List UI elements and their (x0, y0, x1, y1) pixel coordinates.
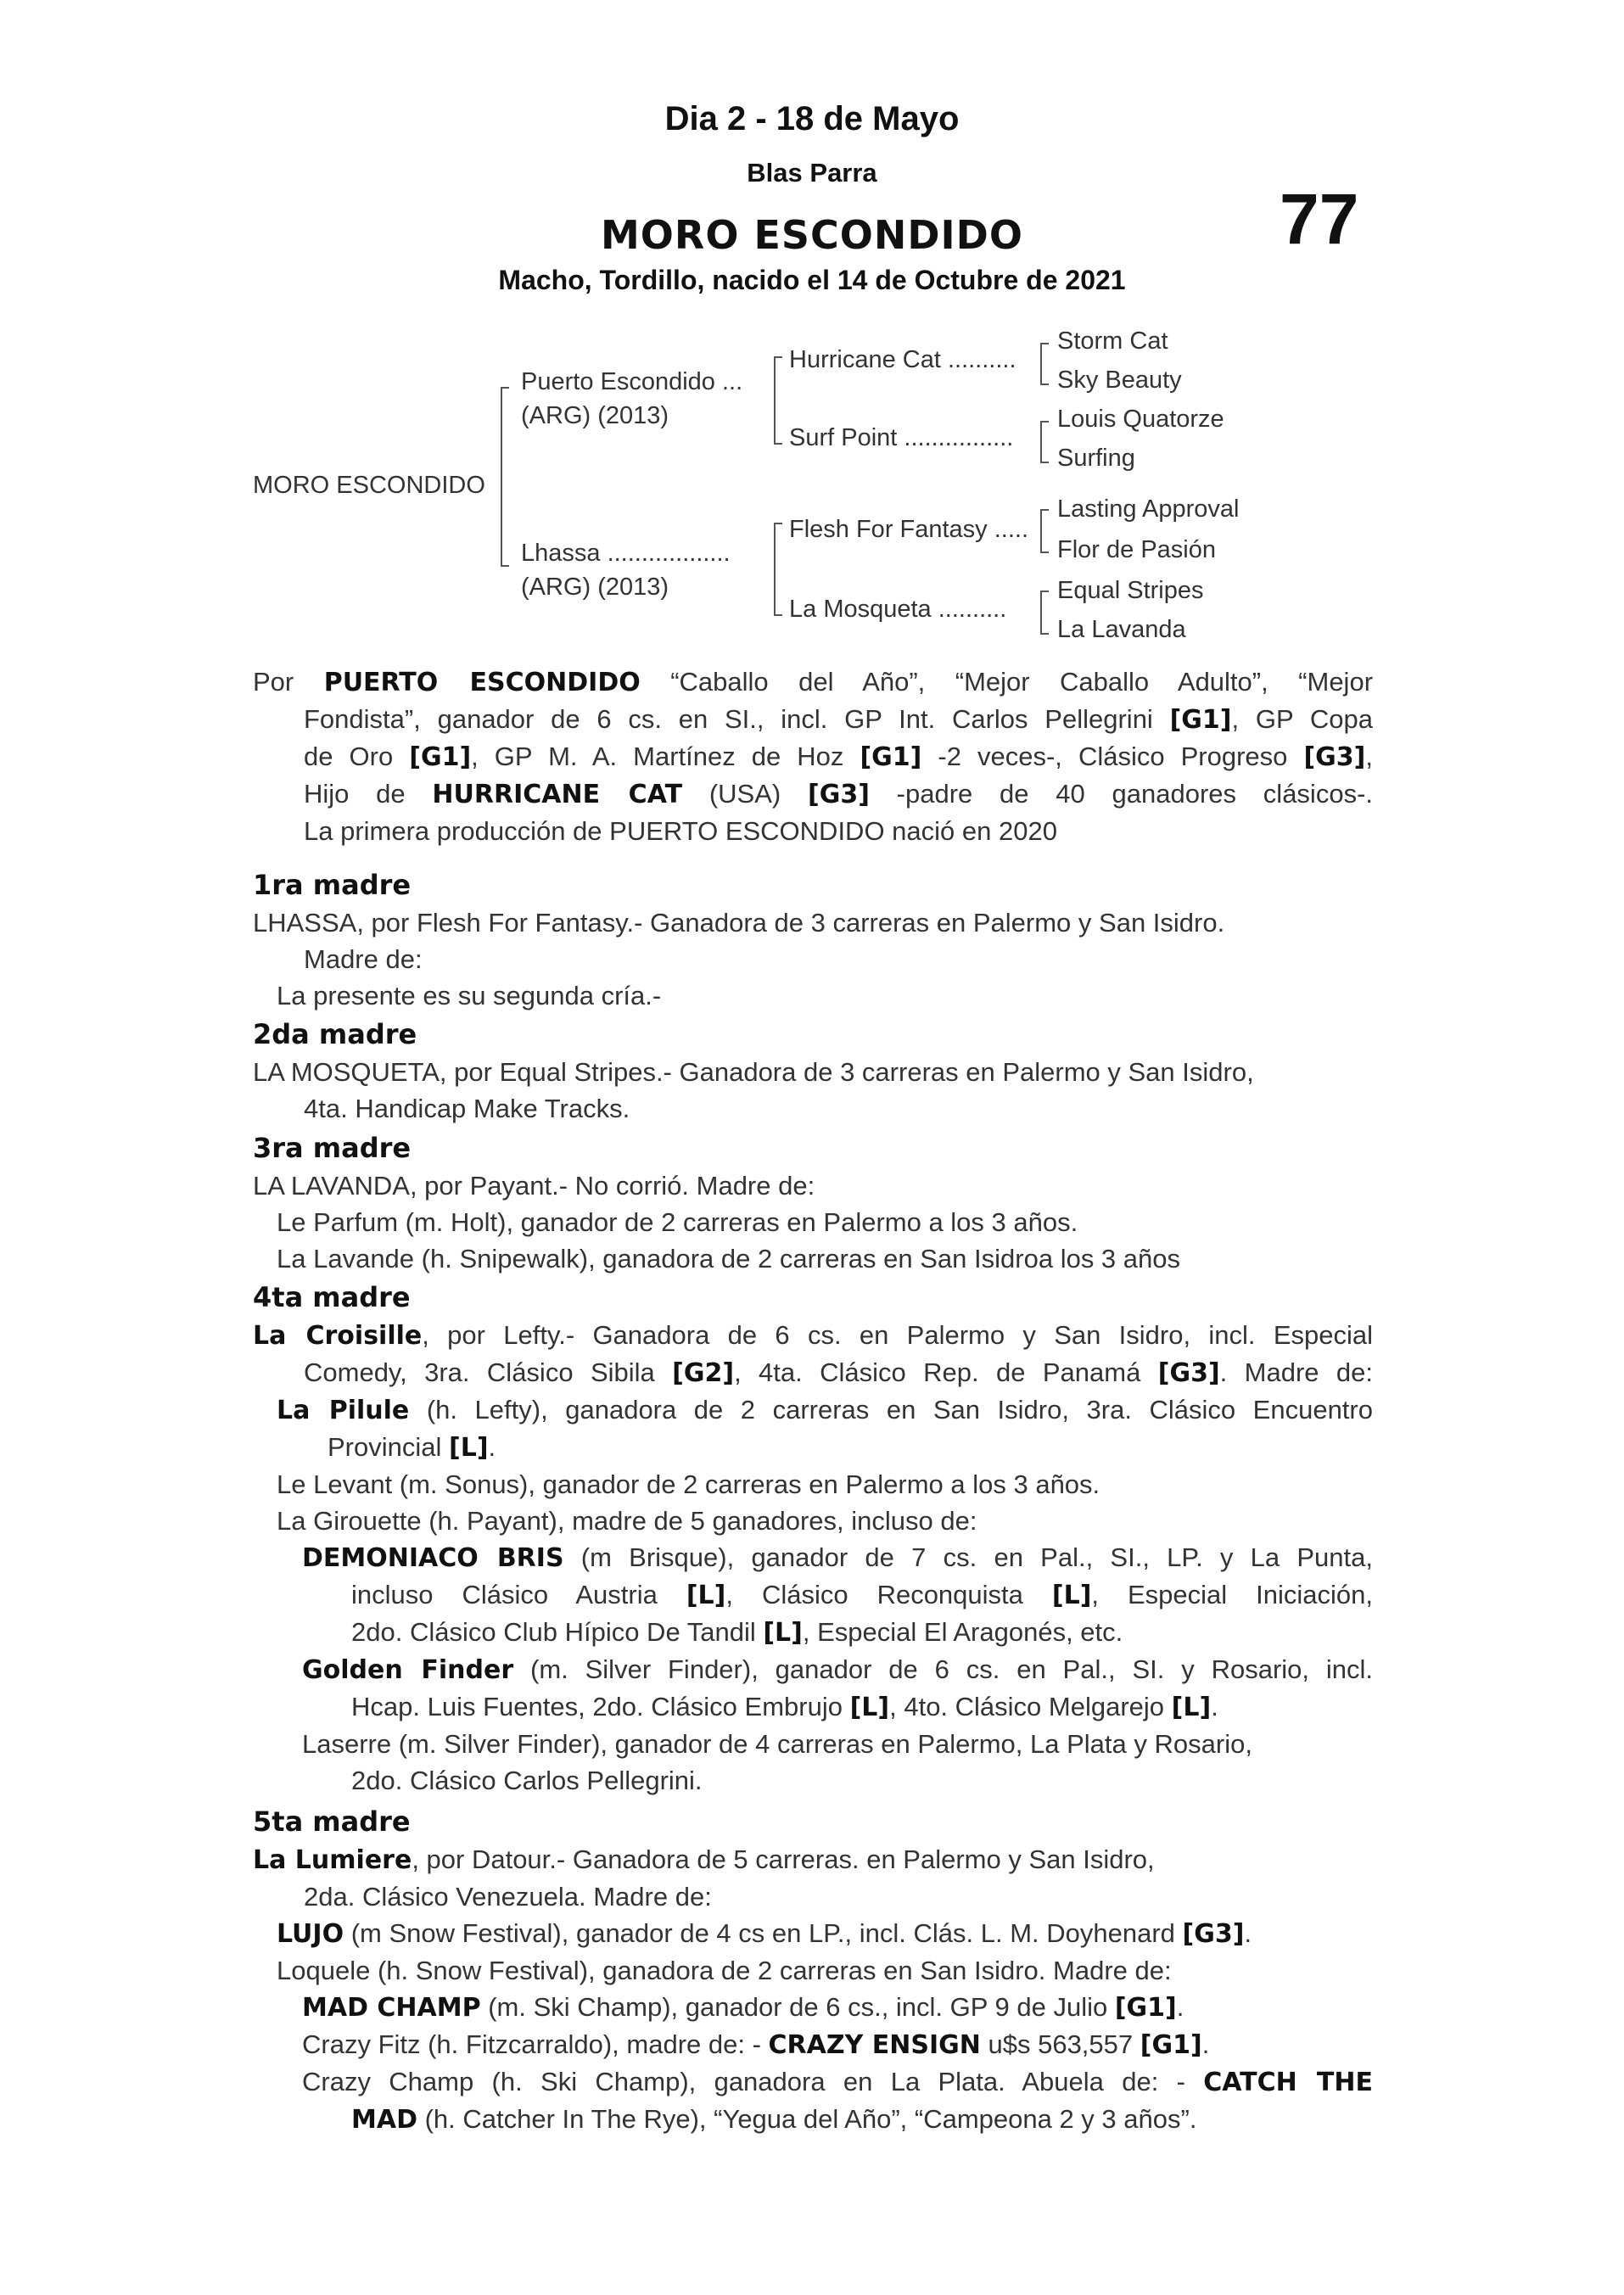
pedigree-sire-origin: (ARG) (2013) (521, 402, 669, 429)
pedigree-ancestor: Louis Quatorze (1057, 406, 1224, 433)
pedigree-ancestor: Flor de Pasión (1057, 536, 1216, 563)
pedigree-dam: Lhassa .................. (521, 540, 731, 567)
section-1ra-madre: LHASSA, por Flesh For Fantasy.- Ganadora de 3 carreras en Palermo y San Isidro. Madre de: La presente es su segunda cría.- (253, 908, 1225, 1010)
pedigree-sire-sire: Hurricane Cat .......... (789, 346, 1016, 373)
pedigree-ancestor: La Lavanda (1057, 616, 1186, 643)
sire-name: PUERTO ESCONDIDO (323, 668, 641, 697)
section-3ra-madre: LA LAVANDA, por Payant.- No corrió. Madre de: Le Parfum (m. Holt), ganador de 2 carreras en Palermo a los 3 años. La Lavande (h. Snipewalk), ganadora de 2 carreras en San Isidroa los 3 años (253, 1171, 1181, 1273)
section-5ta-madre: La Lumiere, por Datour.- Ganadora de 5 carreras. en Palermo y San Isidro, 2da. Clásico Venezuela. Madre de: LUJO (m Snow Festival), ganador de 4 cs en LP., incl. Clás. L. M. Doyhenard [G3]. Loquele (h. Snow Festival), ganadora de 2 carreras en San Isidro. Madre de: MAD CHAMP (m. Ski Champ), ganador de 6 cs., incl. GP 9 de Julio [G1]. Crazy Fitz (h. Fitzcarraldo), madre de: - CRAZY ENSIGN u$s 563,557 [G1]. Crazy Champ (h. Ski Champ), ganadora en La Plata. Abuela de: - CATCH THE MAD (h. Catcher In The Rye), “Yegua del Año”, “Campeona 2 y 3 años”. (253, 1844, 1373, 2135)
bracket (774, 356, 782, 445)
horse-name: MORO ESCONDIDO (601, 212, 1023, 258)
bracket (774, 523, 782, 616)
pedigree-dam-sire: Flesh For Fantasy ..... (789, 516, 1029, 543)
bracket (1040, 509, 1049, 553)
pedigree-ancestor: Surfing (1057, 445, 1135, 472)
lot-number: 77 (1280, 179, 1359, 259)
section-4ta-madre: La Croisille, por Lefty.- Ganadora de 6 cs. en Palermo y San Isidro, incl. Especial Comedy, 3ra. Clásico Sibila [G2], 4ta. Clásico Rep. de Panamá [G3]. Madre de: La Pilule (h. Lefty), ganadora de 2 carreras en San Isidro, 3ra. Clásico Encuentro Provincial [L]. Le Levant (m. Sonus), ganador de 2 carreras en Palermo a los 3 años. La Girouette (h. Payant), madre de 5 ganadores, incluso de: DEMONIACO BRIS (m Brisque), ganador de 7 cs. en Pal., SI., LP. y La Punta, incluso Clásico Austria [L], Clásico Reconquista [L], Especial Iniciación, 2do. Clásico Club Hípico De Tandil [L], Especial El Aragonés, etc. Golden Finder (m. Silver Finder), ganador de 6 cs. en Pal., SI. y Rosario, incl. Hcap. Luis Fuentes, 2do. Clásico Embrujo [L], 4to. Clásico Melgarejo [L]. Laserre (m. Silver Finder), ganador de 4 carreras en Palermo, La Plata y Rosario, 2do. Clásico Carlos Pellegrini. (253, 1320, 1374, 1795)
section-heading-1ra-madre: 1ra madre (253, 869, 412, 901)
section-heading-5ta-madre: 5ta madre (253, 1805, 411, 1838)
sire-paragraph: Por PUERTO ESCONDIDO “Caballo del Año”, “Mejor Caballo Adulto”, “Mejor Fondista”, ganador de 6 cs. en SI., incl. GP Int. Carlos Pellegrini [G1], GP Copa de Oro [G1], GP M. A. Martínez de Hoz [G1] -2 veces-, Clásico Progreso [G3], Hijo de HURRICANE CAT (USA) [G3] -padre de 40 ganadores clásicos-. La primera producción de PUERTO ESCONDIDO nació en 2020 (253, 667, 1374, 846)
section-heading-3ra-madre: 3ra madre (253, 1132, 412, 1164)
pedigree-ancestor: Storm Cat (1057, 327, 1168, 355)
pedigree-sire: Puerto Escondido ... (521, 368, 743, 395)
pedigree-sire-dam: Surf Point ................ (789, 424, 1014, 451)
pedigree-subject: MORO ESCONDIDO (253, 472, 485, 499)
pedigree-dam-dam: La Mosqueta .......... (789, 596, 1007, 623)
bracket (1040, 421, 1049, 463)
pedigree-ancestor: Lasting Approval (1057, 495, 1240, 523)
bracket (1040, 591, 1049, 635)
pedigree-ancestor: Equal Stripes (1057, 577, 1204, 604)
bracket (1040, 343, 1049, 385)
pedigree-dam-origin: (ARG) (2013) (521, 574, 669, 601)
grandsire-name: HURRICANE CAT (432, 780, 683, 809)
horse-description: Macho, Tordillo, nacido el 14 de Octubre de 2021 (498, 265, 1126, 295)
pedigree-ancestor: Sky Beauty (1057, 367, 1182, 394)
section-2da-madre: LA MOSQUETA, por Equal Stripes.- Ganadora de 3 carreras en Palermo y San Isidro, 4ta. Handicap Make Tracks. (253, 1057, 1254, 1123)
section-heading-2da-madre: 2da madre (253, 1018, 417, 1050)
section-heading-4ta-madre: 4ta madre (253, 1281, 411, 1313)
bracket (501, 387, 509, 567)
breeder-name: Blas Parra (747, 158, 877, 188)
sale-day: Dia 2 - 18 de Mayo (664, 100, 960, 137)
